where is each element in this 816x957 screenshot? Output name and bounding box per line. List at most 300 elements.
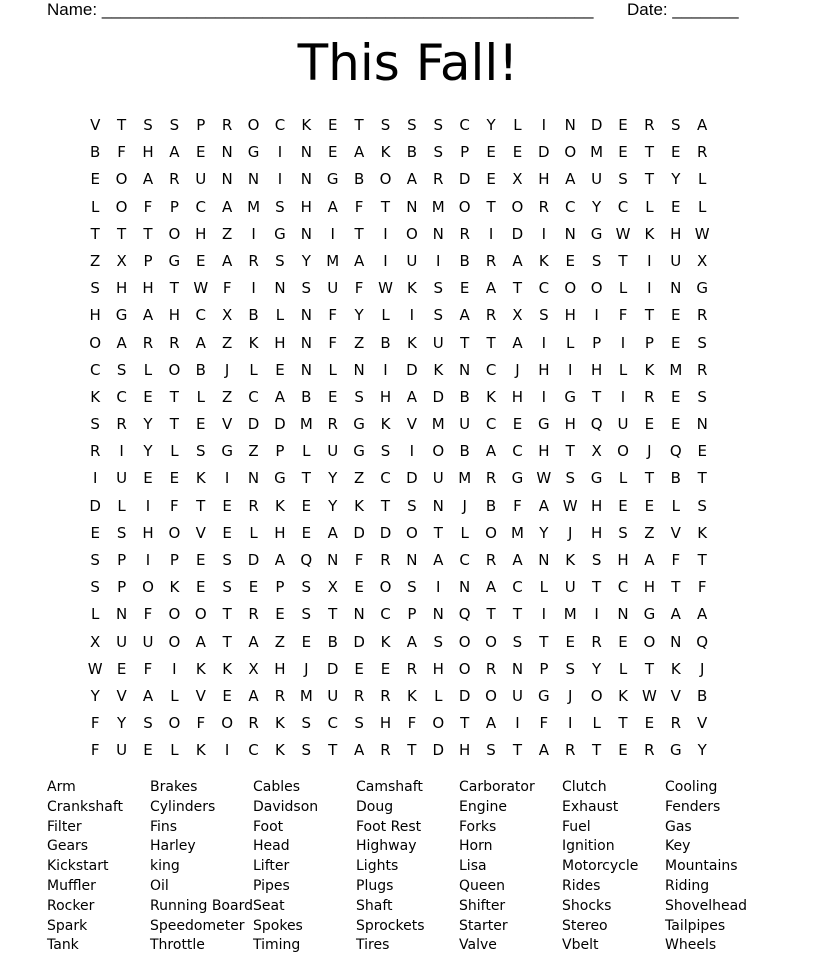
grid-letter: I	[330, 224, 335, 243]
grid-letter: N	[300, 360, 312, 379]
grid-letter: T	[644, 659, 654, 678]
grid-row	[82, 656, 715, 683]
grid-letter: C	[485, 360, 497, 379]
grid-letter: P	[169, 197, 179, 216]
grid-letter: O	[458, 197, 471, 216]
grid-row	[82, 166, 715, 193]
grid-letter: X	[327, 578, 338, 597]
word-item: Plugs	[356, 877, 394, 894]
grid-row	[82, 710, 715, 737]
word-item: Shifter	[459, 897, 506, 914]
grid-letter: M	[326, 251, 340, 270]
grid-letter: U	[670, 251, 682, 270]
grid-letter: R	[644, 741, 655, 760]
grid-letter: T	[592, 741, 602, 760]
word-item: Spark	[47, 917, 88, 934]
grid-letter: T	[671, 578, 681, 597]
grid-letter: A	[353, 741, 365, 760]
grid-letter: K	[195, 469, 206, 488]
grid-letter: T	[486, 605, 496, 624]
grid-letter: S	[565, 469, 575, 488]
grid-letter: N	[221, 170, 233, 189]
grid-letter: R	[142, 333, 154, 352]
grid-letter: S	[407, 116, 417, 134]
grid-letter: L	[381, 306, 390, 325]
grid-letter: X	[116, 251, 127, 270]
grid-letter: S	[90, 279, 100, 298]
grid-letter: C	[538, 279, 550, 298]
grid-letter: N	[406, 197, 418, 216]
word-item: Horn	[459, 838, 493, 855]
grid-letter: E	[196, 415, 206, 434]
grid-letter: C	[195, 306, 206, 325]
grid-letter: P	[460, 143, 470, 162]
grid-letter: T	[460, 714, 470, 733]
grid-letter: Z	[248, 442, 259, 461]
grid-letter: U	[511, 686, 523, 705]
grid-letter: O	[405, 224, 418, 243]
word-item: Fins	[150, 818, 178, 835]
grid-letter: Y	[328, 496, 338, 515]
grid-letter: Y	[90, 686, 100, 705]
grid-letter: P	[117, 551, 127, 569]
grid-letter: G	[353, 442, 365, 461]
grid-letter: N	[300, 143, 312, 162]
grid-letter: I	[436, 251, 441, 270]
grid-letter: S	[433, 279, 444, 298]
grid-letter: N	[432, 605, 444, 624]
grid-letter: S	[354, 714, 364, 733]
grid-letter: R	[485, 306, 497, 325]
grid-letter: E	[90, 523, 100, 542]
grid-letter: F	[407, 714, 417, 733]
grid-letter: C	[485, 415, 497, 434]
grid-row	[82, 411, 715, 438]
grid-letter: R	[485, 251, 497, 270]
grid-letter: D	[89, 496, 101, 515]
grid-letter: K	[90, 387, 101, 406]
grid-letter: P	[169, 551, 179, 569]
grid-letter: I	[541, 387, 547, 406]
grid-letter: A	[274, 387, 286, 406]
grid-letter: S	[380, 442, 391, 461]
grid-letter: P	[592, 333, 602, 352]
grid-letter: L	[328, 360, 337, 379]
grid-letter: D	[406, 360, 418, 379]
grid-letter: E	[196, 251, 206, 270]
grid-letter: C	[248, 741, 259, 760]
grid-letter: O	[458, 659, 471, 678]
grid-letter: K	[644, 360, 655, 379]
grid-letter: Z	[222, 224, 233, 243]
grid-letter: X	[512, 170, 523, 189]
grid-letter: L	[275, 306, 285, 325]
grid-letter: I	[277, 143, 283, 162]
grid-letter: I	[409, 442, 415, 461]
grid-letter: M	[458, 469, 472, 488]
word-column	[562, 778, 638, 956]
grid-letter: I	[92, 469, 98, 488]
grid-letter: L	[513, 116, 522, 134]
grid-letter: B	[327, 632, 338, 651]
grid-letter: I	[224, 469, 230, 488]
grid-letter: Y	[143, 415, 153, 434]
grid-letter: M	[431, 197, 445, 216]
grid-letter: T	[644, 143, 654, 162]
grid-letter: R	[248, 496, 259, 515]
grid-row	[82, 112, 715, 139]
grid-letter: A	[222, 197, 233, 216]
grid-letter: A	[142, 306, 154, 325]
grid-letter: L	[618, 279, 628, 298]
word-item: Vbelt	[562, 937, 599, 954]
grid-letter: R	[670, 714, 681, 733]
grid-letter: A	[353, 251, 365, 270]
grid-letter: A	[406, 387, 418, 406]
word-column	[665, 778, 747, 956]
grid-letter: I	[541, 605, 547, 624]
grid-letter: E	[327, 116, 338, 134]
grid-letter: I	[251, 279, 256, 298]
word-item: Doug	[356, 798, 394, 815]
grid-letter: E	[301, 632, 312, 651]
grid-letter: L	[618, 360, 628, 379]
word-item: Forks	[459, 818, 497, 835]
grid-letter: B	[353, 170, 365, 189]
grid-letter: T	[90, 224, 100, 243]
grid-letter: S	[407, 496, 417, 515]
grid-letter: I	[145, 496, 151, 515]
grid-letter: I	[224, 741, 230, 760]
word-item: Clutch	[562, 779, 607, 795]
word-item: Tailpipes	[665, 917, 726, 934]
grid-letter: O	[485, 686, 497, 705]
grid-letter: E	[644, 714, 655, 733]
grid-letter: M	[590, 143, 604, 162]
grid-letter: W	[615, 224, 631, 243]
word-item: Fuel	[562, 818, 591, 835]
grid-letter: O	[168, 632, 181, 651]
word-item: Starter	[459, 917, 508, 934]
grid-letter: V	[670, 686, 681, 705]
grid-letter: E	[565, 632, 575, 651]
grid-letter: S	[301, 741, 312, 760]
grid-letter: A	[327, 523, 338, 542]
grid-letter: A	[485, 578, 497, 597]
grid-letter: D	[379, 523, 392, 542]
grid-letter: S	[116, 523, 127, 542]
grid-letter: I	[541, 116, 547, 134]
grid-letter: O	[405, 523, 418, 542]
grid-letter: E	[143, 741, 153, 760]
grid-letter: O	[89, 333, 102, 352]
grid-letter: I	[620, 333, 626, 352]
grid-letter: O	[590, 279, 603, 298]
word-item: Highway	[356, 838, 417, 855]
grid-letter: H	[617, 551, 629, 569]
grid-letter: B	[406, 143, 418, 162]
grid-letter: A	[485, 714, 497, 733]
grid-letter: G	[696, 279, 708, 298]
grid-letter: Y	[143, 442, 153, 461]
grid-row	[82, 194, 715, 221]
grid-letter: O	[115, 170, 128, 189]
grid-letter: K	[248, 333, 259, 352]
grid-letter: I	[383, 360, 388, 379]
grid-letter: O	[485, 523, 497, 542]
grid-letter: S	[301, 605, 312, 624]
grid-letter: K	[380, 415, 391, 434]
word-item: Valve	[459, 937, 497, 954]
grid-letter: S	[433, 632, 444, 651]
grid-letter: I	[172, 659, 177, 678]
grid-row	[82, 574, 715, 601]
grid-letter: T	[592, 387, 602, 406]
grid-letter: W	[641, 686, 657, 705]
grid-letter: Z	[222, 387, 233, 406]
grid-letter: O	[168, 360, 181, 379]
word-item: Filter	[47, 818, 82, 835]
grid-letter: U	[116, 741, 128, 760]
grid-letter: F	[513, 496, 522, 515]
grid-letter: C	[274, 116, 286, 134]
grid-letter: A	[485, 442, 497, 461]
grid-letter: O	[617, 442, 629, 461]
grid-letter: H	[274, 333, 286, 352]
word-item: Muffler	[47, 877, 96, 894]
grid-letter: E	[486, 170, 496, 189]
grid-letter: U	[459, 415, 471, 434]
grid-letter: S	[618, 170, 628, 189]
grid-row	[82, 683, 715, 710]
grid-letter: E	[565, 251, 575, 270]
grid-letter: I	[541, 224, 547, 243]
grid-row	[82, 302, 715, 329]
grid-letter: T	[512, 605, 523, 624]
word-item: Queen	[459, 877, 505, 894]
grid-letter: Q	[300, 551, 313, 569]
grid-letter: N	[247, 170, 260, 189]
grid-letter: D	[353, 632, 365, 651]
grid-letter: T	[618, 714, 628, 733]
grid-letter: E	[222, 523, 232, 542]
grid-letter: A	[697, 605, 708, 624]
grid-letter: U	[406, 251, 418, 270]
grid-letter: T	[380, 197, 391, 216]
grid-letter: G	[538, 415, 550, 434]
grid-letter: H	[168, 306, 180, 325]
grid-letter: E	[327, 143, 338, 162]
grid-letter: D	[274, 415, 286, 434]
grid-letter: R	[353, 686, 365, 705]
grid-letter: I	[515, 714, 520, 733]
word-item: Camshaft	[356, 779, 423, 795]
grid-letter: N	[300, 224, 312, 243]
grid-letter: L	[698, 170, 707, 189]
grid-letter: D	[432, 387, 445, 406]
grid-letter: N	[459, 360, 471, 379]
word-item: Wheels	[665, 937, 717, 954]
grid-letter: K	[670, 659, 681, 678]
grid-letter: U	[327, 279, 339, 298]
grid-letter: O	[458, 632, 471, 651]
grid-letter: H	[115, 279, 128, 298]
grid-letter: M	[299, 686, 313, 705]
grid-letter: Z	[222, 333, 233, 352]
grid-row	[82, 438, 715, 465]
grid-letter: L	[302, 442, 311, 461]
word-item: Timing	[253, 937, 301, 954]
grid-letter: S	[116, 360, 127, 379]
grid-letter: S	[565, 659, 575, 678]
grid-letter: T	[328, 605, 338, 624]
grid-letter: U	[142, 632, 154, 651]
grid-letter: A	[512, 251, 523, 270]
grid-letter: Q	[696, 632, 709, 651]
grid-letter: S	[407, 578, 417, 597]
grid-letter: I	[594, 605, 599, 624]
grid-letter: H	[670, 224, 682, 243]
grid-letter: D	[247, 551, 260, 569]
grid-letter: O	[590, 686, 603, 705]
grid-letter: O	[432, 442, 445, 461]
grid-letter: T	[618, 251, 628, 270]
grid-letter: N	[300, 333, 312, 352]
grid-letter: O	[168, 523, 181, 542]
grid-letter: F	[328, 306, 338, 325]
grid-letter: P	[143, 251, 153, 270]
grid-row	[82, 357, 715, 384]
grid-letter: Y	[592, 659, 602, 678]
grid-letter: V	[116, 686, 127, 705]
grid-letter: V	[195, 523, 206, 542]
grid-letter: Y	[592, 197, 602, 216]
grid-letter: L	[170, 741, 179, 760]
grid-letter: N	[459, 578, 471, 597]
grid-letter: O	[168, 714, 181, 733]
grid-letter: K	[406, 279, 417, 298]
grid-letter: V	[670, 523, 681, 542]
grid-letter: C	[116, 387, 127, 406]
grid-letter: T	[196, 496, 206, 515]
grid-letter: R	[433, 170, 444, 189]
grid-letter: A	[697, 116, 708, 134]
grid-letter: N	[327, 551, 339, 569]
grid-letter: K	[618, 686, 628, 705]
grid-letter: O	[115, 197, 128, 216]
grid-letter: G	[564, 387, 577, 406]
grid-letter: A	[459, 306, 470, 325]
grid-letter: F	[117, 143, 126, 162]
grid-letter: W	[536, 469, 552, 488]
grid-letter: L	[249, 523, 258, 542]
word-item: Head	[253, 838, 290, 855]
grid-letter: J	[462, 496, 467, 515]
grid-row	[82, 465, 715, 492]
grid-letter: R	[485, 469, 497, 488]
grid-letter: S	[143, 714, 153, 733]
grid-letter: G	[590, 469, 603, 488]
grid-letter: N	[670, 632, 682, 651]
word-item: Shovelhead	[665, 897, 748, 914]
grid-letter: S	[275, 251, 285, 270]
grid-letter: U	[327, 686, 339, 705]
grid-letter: M	[510, 523, 524, 542]
grid-letter: H	[142, 279, 154, 298]
grid-letter: S	[539, 306, 549, 325]
grid-letter: L	[671, 496, 680, 515]
grid-letter: Y	[697, 741, 707, 760]
grid-letter: G	[221, 442, 233, 461]
grid-letter: T	[117, 116, 127, 134]
word-item: Carborator	[459, 779, 535, 795]
grid-letter: R	[538, 197, 550, 216]
word-item: Shaft	[356, 897, 393, 914]
grid-letter: T	[169, 387, 179, 406]
grid-letter: Z	[274, 632, 286, 651]
grid-letter: R	[221, 116, 233, 134]
grid-letter: T	[644, 306, 654, 325]
word-item: Davidson	[253, 798, 319, 815]
grid-letter: Q	[458, 605, 471, 624]
grid-letter: O	[247, 116, 260, 134]
grid-letter: R	[248, 714, 259, 733]
grid-letter: J	[647, 442, 652, 461]
grid-letter: M	[299, 415, 313, 434]
grid-letter: R	[380, 686, 391, 705]
grid-row	[82, 520, 715, 547]
grid-letter: A	[670, 605, 681, 624]
grid-letter: J	[568, 686, 573, 705]
grid-letter: R	[644, 387, 655, 406]
grid-letter: B	[459, 387, 470, 406]
word-item: Tank	[47, 937, 79, 954]
grid-letter: A	[142, 686, 154, 705]
grid-letter: K	[433, 360, 444, 379]
grid-letter: Y	[671, 170, 681, 189]
grid-letter: H	[643, 578, 656, 597]
grid-letter: I	[647, 279, 652, 298]
grid-letter: K	[406, 686, 417, 705]
word-item: Lights	[356, 858, 399, 875]
grid-letter: H	[379, 714, 392, 733]
grid-letter: D	[353, 523, 365, 542]
grid-letter: P	[196, 116, 206, 134]
grid-letter: I	[251, 224, 256, 243]
grid-letter: Q	[669, 442, 682, 461]
grid-letter: E	[671, 143, 681, 162]
grid-row	[82, 384, 715, 411]
grid-letter: R	[565, 741, 576, 760]
grid-letter: J	[224, 360, 230, 379]
grid-letter: K	[169, 578, 180, 597]
grid-letter: N	[221, 143, 233, 162]
word-item: Seat	[253, 897, 285, 914]
grid-letter: I	[383, 251, 388, 270]
grid-letter: S	[90, 551, 100, 569]
grid-letter: O	[168, 605, 181, 624]
grid-letter: R	[248, 605, 259, 624]
grid-letter: I	[383, 224, 388, 243]
grid-letter: I	[119, 442, 124, 461]
grid-letter: H	[142, 143, 154, 162]
grid-letter: F	[143, 659, 153, 678]
grid-letter: G	[168, 251, 181, 270]
grid-letter: L	[249, 360, 258, 379]
grid-letter: P	[117, 578, 127, 597]
grid-letter: A	[406, 170, 418, 189]
grid-letter: E	[275, 605, 285, 624]
